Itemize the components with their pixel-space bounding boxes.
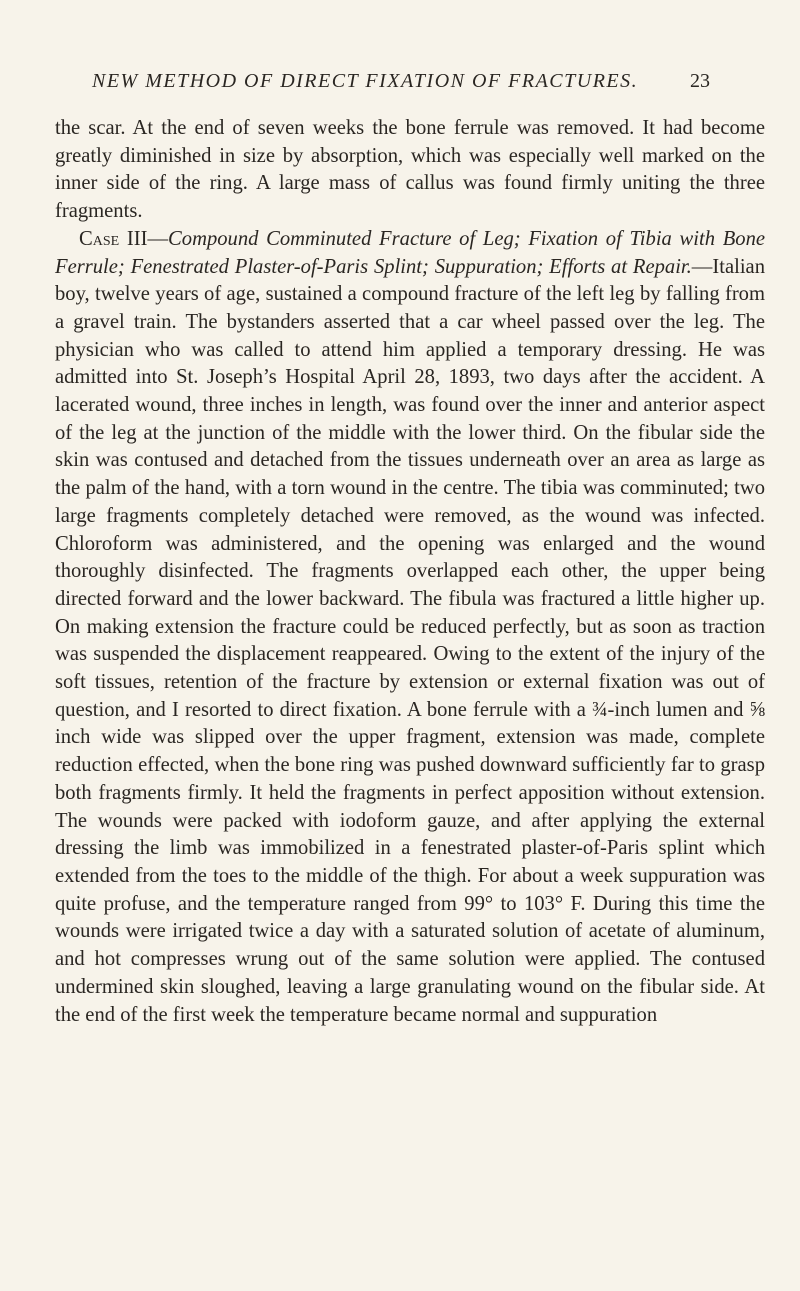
body-text: [55, 115, 765, 1029]
case-title: Compound Comminuted Fracture of Leg; Fixation of Tibia with Bone Ferrule; Fenestrated Plaster-of-Paris Splint; Suppuration; Efforts at Repair.: [55, 227, 766, 278]
running-title: NEW METHOD OF DIRECT FIXATION OF FRACTURES.: [92, 70, 639, 92]
case-dash: —: [147, 227, 169, 250]
case-label: Case III: [79, 227, 148, 250]
case-paragraph: [55, 226, 765, 1029]
paragraph-continuation: the scar. At the end of seven weeks the bone ferrule was removed. It had become greatly diminished in size by absorption, which was especially well marked on the inner side of the ring. A large mass of callus was found firmly uniting the three fragments.: [55, 117, 765, 223]
page-number: 23: [690, 70, 710, 92]
case-text: —Italian boy, twelve years of age, sustained a compound fracture of the left leg by falling from a gravel train. The bystanders asserted that a car wheel passed over the leg. The physician who was called to attend him applied a temporary dressing. He was admitted into St. Joseph’s Hospital April 28, 1893, two days after the accident. A lacerated wound, three inches in length, was found over the inner and anterior aspect of the leg at the junction of the middle with the lower third. On the fibular side the skin was contused and detached from the tissues underneath over an area as large as the palm of the hand, with a torn wound in the centre. The tibia was comminuted; two large fragments completely detached were removed, as the wound was infected. Chloroform was administered, and the opening was enlarged and the wound thoroughly disinfected. The fragments overlapped each other, the upper being directed forward and the lower backward. The fibula was fractured a little higher up. On making extension the fracture could be reduced perfectly, but as soon as traction was suspended the displacement reappeared. Owing to the extent of the injury of the soft tissues, retention of the fracture by extension or external fixation was out of question, and I resorted to direct fixation. A bone ferrule with a ¾-inch lumen and ⅝ inch wide was slipped over the upper fragment, extension was made, complete reduction effected, when the bone ring was pushed downward sufficiently far to grasp both fragments firmly. It held the fragments in perfect apposition without extension. The wounds were packed with iodoform gauze, and after applying the external dressing the limb was immobilized in a fenestrated plaster-of-Paris splint which extended from the toes to the middle of the thigh. For about a week suppuration was quite profuse, and the temperature ranged from 99° to 103° F. During this time the wounds were irrigated twice a day with a saturated solution of acetate of aluminum, and hot compresses wrung out of the same solution were applied. The contused undermined skin sloughed, leaving a large granulating wound on the fibular side. At the end of the first week the temperature became normal and suppuration: [55, 255, 765, 1026]
running-header: [92, 70, 710, 98]
